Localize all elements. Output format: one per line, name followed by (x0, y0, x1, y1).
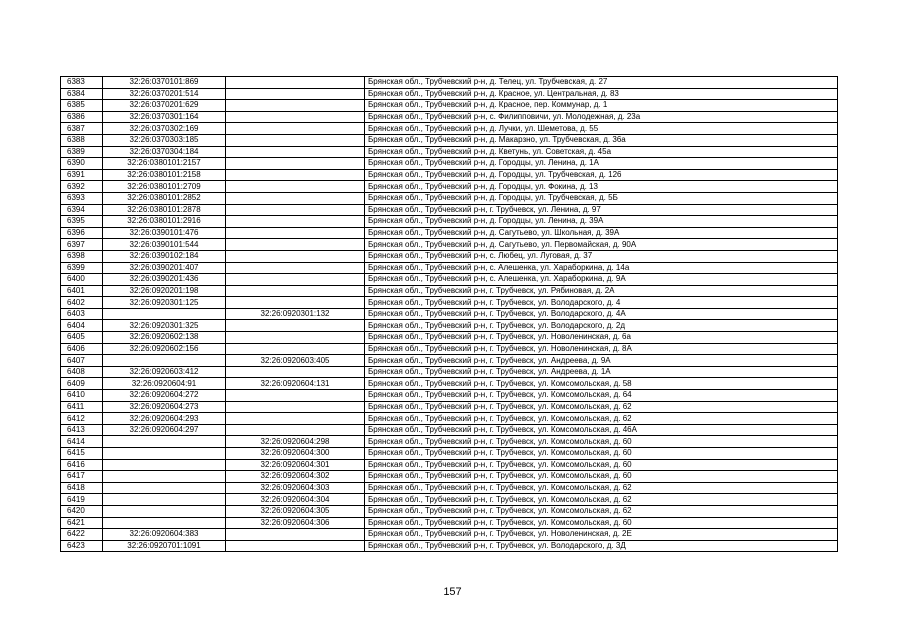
address-cell: Брянская обл., Трубчевский р-н, с. Алешенка, ул. Хараборкина, д. 14а (365, 262, 838, 274)
cadastral-number-cell: 32:26:0390101:544 (103, 239, 226, 251)
parent-cadastral-number-cell: 32:26:0920603:405 (226, 355, 365, 367)
parent-cadastral-number-cell (226, 204, 365, 216)
table-row (61, 169, 838, 181)
table-row (61, 343, 838, 355)
row-number-cell: 6403 (61, 308, 103, 320)
table-row (61, 111, 838, 123)
address-cell: Брянская обл., Трубчевский р-н, д. Телец, ул. Трубчевская, д. 27 (365, 77, 838, 89)
table-row (61, 204, 838, 216)
parent-cadastral-number-cell (226, 88, 365, 100)
parent-cadastral-number-cell (226, 158, 365, 170)
address-cell: Брянская обл., Трубчевский р-н, д. Городцы, ул. Фокина, д. 13 (365, 181, 838, 193)
row-number-cell: 6407 (61, 355, 103, 367)
parent-cadastral-number-cell: 32:26:0920604:305 (226, 505, 365, 517)
row-number-cell: 6392 (61, 181, 103, 193)
cadastral-number-cell: 32:26:0370101:869 (103, 77, 226, 89)
cadastral-number-cell (103, 482, 226, 494)
table-row (61, 123, 838, 135)
parent-cadastral-number-cell (226, 146, 365, 158)
cadastral-number-cell: 32:26:0370201:514 (103, 88, 226, 100)
cadastral-number-cell: 32:26:0920602:156 (103, 343, 226, 355)
address-cell: Брянская обл., Трубчевский р-н, д. Кветунь, ул. Советская, д. 45а (365, 146, 838, 158)
cadastral-number-cell: 32:26:0920604:91 (103, 378, 226, 390)
parent-cadastral-number-cell (226, 262, 365, 274)
cadastral-number-cell: 32:26:0920602:138 (103, 332, 226, 344)
address-cell: Брянская обл., Трубчевский р-н, д. Городцы, ул. Трубчевская, д. 5Б (365, 192, 838, 204)
table-row (61, 158, 838, 170)
row-number-cell: 6385 (61, 100, 103, 112)
row-number-cell: 6404 (61, 320, 103, 332)
parent-cadastral-number-cell (226, 100, 365, 112)
cadastral-number-cell (103, 355, 226, 367)
row-number-cell: 6408 (61, 366, 103, 378)
row-number-cell: 6409 (61, 378, 103, 390)
address-cell: Брянская обл., Трубчевский р-н, д. Макарзно, ул. Трубчевская, д. 36а (365, 134, 838, 146)
parent-cadastral-number-cell (226, 540, 365, 552)
cadastral-number-cell: 32:26:0370304:184 (103, 146, 226, 158)
table-row (61, 100, 838, 112)
cadastral-number-cell (103, 517, 226, 529)
table-row (61, 471, 838, 483)
table-row (61, 250, 838, 262)
row-number-cell: 6416 (61, 459, 103, 471)
parent-cadastral-number-cell (226, 424, 365, 436)
table-row (61, 332, 838, 344)
cadastral-number-cell: 32:26:0920604:293 (103, 413, 226, 425)
table-row (61, 424, 838, 436)
table-row (61, 134, 838, 146)
table-row (61, 459, 838, 471)
parent-cadastral-number-cell: 32:26:0920604:304 (226, 494, 365, 506)
address-cell: Брянская обл., Трубчевский р-н, г. Трубчевск, ул. Володарского, д. 4 (365, 297, 838, 309)
row-number-cell: 6422 (61, 529, 103, 541)
row-number-cell: 6401 (61, 285, 103, 297)
table-row (61, 494, 838, 506)
cadastral-number-cell: 32:26:0390102:184 (103, 250, 226, 262)
table-row (61, 366, 838, 378)
address-cell: Брянская обл., Трубчевский р-н, г. Трубчевск, ул. Володарского, д. 3Д (365, 540, 838, 552)
row-number-cell: 6388 (61, 134, 103, 146)
row-number-cell: 6410 (61, 390, 103, 402)
table-row (61, 88, 838, 100)
cadastral-number-cell (103, 505, 226, 517)
address-cell: Брянская обл., Трубчевский р-н, г. Трубчевск, ул. Комсомольская, д. 60 (365, 517, 838, 529)
cadastral-number-cell (103, 459, 226, 471)
row-number-cell: 6399 (61, 262, 103, 274)
address-cell: Брянская обл., Трубчевский р-н, д. Лучки, ул. Шеметова, д. 55 (365, 123, 838, 135)
row-number-cell: 6405 (61, 332, 103, 344)
row-number-cell: 6423 (61, 540, 103, 552)
table-row (61, 529, 838, 541)
row-number-cell: 6390 (61, 158, 103, 170)
address-cell: Брянская обл., Трубчевский р-н, д. Красное, ул. Центральная, д. 83 (365, 88, 838, 100)
parent-cadastral-number-cell (226, 192, 365, 204)
row-number-cell: 6386 (61, 111, 103, 123)
address-cell: Брянская обл., Трубчевский р-н, г. Трубчевск, ул. Комсомольская, д. 62 (365, 482, 838, 494)
parent-cadastral-number-cell (226, 134, 365, 146)
row-number-cell: 6383 (61, 77, 103, 89)
address-cell: Брянская обл., Трубчевский р-н, г. Трубчевск, ул. Комсомольская, д. 60 (365, 436, 838, 448)
cadastral-number-cell: 32:26:0380101:2852 (103, 192, 226, 204)
address-cell: Брянская обл., Трубчевский р-н, г. Трубчевск, ул. Комсомольская, д. 60 (365, 471, 838, 483)
cadastral-number-cell (103, 448, 226, 460)
address-cell: Брянская обл., Трубчевский р-н, г. Трубчевск, ул. Новоленинская, д. 6а (365, 332, 838, 344)
address-cell: Брянская обл., Трубчевский р-н, г. Трубчевск, ул. Рябиновая, д. 2А (365, 285, 838, 297)
parent-cadastral-number-cell (226, 181, 365, 193)
row-number-cell: 6384 (61, 88, 103, 100)
parent-cadastral-number-cell: 32:26:0920604:306 (226, 517, 365, 529)
cadastral-number-cell: 32:26:0920701:1091 (103, 540, 226, 552)
table-row (61, 436, 838, 448)
parent-cadastral-number-cell (226, 332, 365, 344)
parent-cadastral-number-cell (226, 366, 365, 378)
address-cell: Брянская обл., Трубчевский р-н, г. Трубчевск, ул. Комсомольская, д. 62 (365, 413, 838, 425)
page-number: 157 (443, 586, 462, 598)
parent-cadastral-number-cell (226, 343, 365, 355)
parent-cadastral-number-cell (226, 123, 365, 135)
row-number-cell: 6415 (61, 448, 103, 460)
cadastral-number-cell: 32:26:0380101:2158 (103, 169, 226, 181)
address-cell: Брянская обл., Трубчевский р-н, г. Трубчевск, ул. Комсомольская, д. 60 (365, 448, 838, 460)
row-number-cell: 6414 (61, 436, 103, 448)
parent-cadastral-number-cell (226, 320, 365, 332)
address-cell: Брянская обл., Трубчевский р-н, д. Городцы, ул. Ленина, д. 39А (365, 216, 838, 228)
cadastral-number-cell: 32:26:0920604:297 (103, 424, 226, 436)
row-number-cell: 6406 (61, 343, 103, 355)
cadastral-number-cell: 32:26:0390101:476 (103, 227, 226, 239)
cadastral-number-cell (103, 308, 226, 320)
cadastral-number-cell: 32:26:0390201:436 (103, 274, 226, 286)
row-number-cell: 6419 (61, 494, 103, 506)
table-row (61, 355, 838, 367)
address-cell: Брянская обл., Трубчевский р-н, г. Трубчевск, ул. Комсомольская, д. 62 (365, 494, 838, 506)
address-cell: Брянская обл., Трубчевский р-н, г. Трубчевск, ул. Комсомольская, д. 60 (365, 459, 838, 471)
address-cell: Брянская обл., Трубчевский р-н, д. Сагутьево, ул. Школьная, д. 39А (365, 227, 838, 239)
parent-cadastral-number-cell (226, 529, 365, 541)
parent-cadastral-number-cell (226, 111, 365, 123)
table-row (61, 285, 838, 297)
row-number-cell: 6391 (61, 169, 103, 181)
cadastral-number-cell: 32:26:0920301:325 (103, 320, 226, 332)
table-row (61, 297, 838, 309)
cadastral-number-cell (103, 436, 226, 448)
cadastral-number-cell: 32:26:0370301:164 (103, 111, 226, 123)
address-cell: Брянская обл., Трубчевский р-н, г. Трубчевск, ул. Новоленинская, д. 8А (365, 343, 838, 355)
table-row (61, 146, 838, 158)
parent-cadastral-number-cell (226, 239, 365, 251)
table-row (61, 413, 838, 425)
row-number-cell: 6418 (61, 482, 103, 494)
table-row (61, 378, 838, 390)
cadastral-number-cell (103, 494, 226, 506)
cadastral-number-cell: 32:26:0380101:2916 (103, 216, 226, 228)
address-cell: Брянская обл., Трубчевский р-н, г. Трубчевск, ул. Андреева, д. 1А (365, 366, 838, 378)
row-number-cell: 6387 (61, 123, 103, 135)
address-cell: Брянская обл., Трубчевский р-н, с. Алешенка, ул. Хараборкина, д. 9А (365, 274, 838, 286)
cadastral-number-cell: 32:26:0920604:383 (103, 529, 226, 541)
address-cell: Брянская обл., Трубчевский р-н, г. Трубчевск, ул. Комсомольская, д. 64 (365, 390, 838, 402)
row-number-cell: 6393 (61, 192, 103, 204)
table-row (61, 401, 838, 413)
cadastral-number-cell: 32:26:0920201:198 (103, 285, 226, 297)
table-row (61, 227, 838, 239)
cadastral-number-cell: 32:26:0370201:629 (103, 100, 226, 112)
row-number-cell: 6421 (61, 517, 103, 529)
table-row (61, 390, 838, 402)
table-row (61, 448, 838, 460)
table-row (61, 181, 838, 193)
cadastral-number-cell: 32:26:0380101:2709 (103, 181, 226, 193)
address-cell: Брянская обл., Трубчевский р-н, с. Любец, ул. Луговая, д. 37 (365, 250, 838, 262)
address-cell: Брянская обл., Трубчевский р-н, г. Трубчевск, ул. Андреева, д. 9А (365, 355, 838, 367)
address-cell: Брянская обл., Трубчевский р-н, г. Трубчевск, ул. Комсомольская, д. 46А (365, 424, 838, 436)
parent-cadastral-number-cell: 32:26:0920604:131 (226, 378, 365, 390)
parent-cadastral-number-cell (226, 216, 365, 228)
table-row (61, 274, 838, 286)
row-number-cell: 6395 (61, 216, 103, 228)
table-body (61, 77, 838, 552)
table-row (61, 505, 838, 517)
parent-cadastral-number-cell (226, 285, 365, 297)
address-cell: Брянская обл., Трубчевский р-н, г. Трубчевск, ул. Володарского, д. 4А (365, 308, 838, 320)
row-number-cell: 6402 (61, 297, 103, 309)
address-cell: Брянская обл., Трубчевский р-н, г. Трубчевск, ул. Комсомольская, д. 62 (365, 401, 838, 413)
parent-cadastral-number-cell: 32:26:0920604:303 (226, 482, 365, 494)
table-row (61, 308, 838, 320)
parent-cadastral-number-cell (226, 77, 365, 89)
address-cell: Брянская обл., Трубчевский р-н, д. Городцы, ул. Трубчевская, д. 126 (365, 169, 838, 181)
address-cell: Брянская обл., Трубчевский р-н, г. Трубчевск, ул. Комсомольская, д. 58 (365, 378, 838, 390)
row-number-cell: 6389 (61, 146, 103, 158)
row-number-cell: 6398 (61, 250, 103, 262)
cadastral-number-cell: 32:26:0380101:2878 (103, 204, 226, 216)
cadastral-number-cell: 32:26:0920604:273 (103, 401, 226, 413)
registry-table (60, 76, 838, 552)
parent-cadastral-number-cell (226, 274, 365, 286)
row-number-cell: 6397 (61, 239, 103, 251)
row-number-cell: 6396 (61, 227, 103, 239)
table-row (61, 239, 838, 251)
parent-cadastral-number-cell: 32:26:0920604:298 (226, 436, 365, 448)
parent-cadastral-number-cell (226, 297, 365, 309)
row-number-cell: 6411 (61, 401, 103, 413)
cadastral-number-cell: 32:26:0390201:407 (103, 262, 226, 274)
parent-cadastral-number-cell: 32:26:0920604:302 (226, 471, 365, 483)
parent-cadastral-number-cell (226, 169, 365, 181)
address-cell: Брянская обл., Трубчевский р-н, д. Сагутьево, ул. Первомайская, д. 90А (365, 239, 838, 251)
address-cell: Брянская обл., Трубчевский р-н, с. Филипповичи, ул. Молодежная, д. 23а (365, 111, 838, 123)
address-cell: Брянская обл., Трубчевский р-н, г. Трубчевск, ул. Володарского, д. 2д (365, 320, 838, 332)
address-cell: Брянская обл., Трубчевский р-н, д. Городцы, ул. Ленина, д. 1А (365, 158, 838, 170)
address-cell: Брянская обл., Трубчевский р-н, г. Трубчевск, ул. Ленина, д. 97 (365, 204, 838, 216)
address-cell: Брянская обл., Трубчевский р-н, д. Красное, пер. Коммунар, д. 1 (365, 100, 838, 112)
row-number-cell: 6412 (61, 413, 103, 425)
table-row (61, 540, 838, 552)
cadastral-number-cell (103, 471, 226, 483)
cadastral-number-cell: 32:26:0920301:125 (103, 297, 226, 309)
row-number-cell: 6417 (61, 471, 103, 483)
table-row (61, 482, 838, 494)
cadastral-number-cell: 32:26:0370302:169 (103, 123, 226, 135)
table-row (61, 77, 838, 89)
parent-cadastral-number-cell (226, 401, 365, 413)
parent-cadastral-number-cell (226, 390, 365, 402)
cadastral-number-cell: 32:26:0920603:412 (103, 366, 226, 378)
parent-cadastral-number-cell (226, 250, 365, 262)
table-row (61, 517, 838, 529)
cadastral-number-cell: 32:26:0920604:272 (103, 390, 226, 402)
table-row (61, 262, 838, 274)
row-number-cell: 6400 (61, 274, 103, 286)
table-row (61, 216, 838, 228)
parent-cadastral-number-cell (226, 227, 365, 239)
row-number-cell: 6420 (61, 505, 103, 517)
parent-cadastral-number-cell: 32:26:0920604:301 (226, 459, 365, 471)
cadastral-number-cell: 32:26:0370303:185 (103, 134, 226, 146)
parent-cadastral-number-cell: 32:26:0920604:300 (226, 448, 365, 460)
row-number-cell: 6413 (61, 424, 103, 436)
cadastral-number-cell: 32:26:0380101:2157 (103, 158, 226, 170)
parent-cadastral-number-cell (226, 413, 365, 425)
address-cell: Брянская обл., Трубчевский р-н, г. Трубчевск, ул. Новоленинская, д. 2Е (365, 529, 838, 541)
parent-cadastral-number-cell: 32:26:0920301:132 (226, 308, 365, 320)
row-number-cell: 6394 (61, 204, 103, 216)
address-cell: Брянская обл., Трубчевский р-н, г. Трубчевск, ул. Комсомольская, д. 62 (365, 505, 838, 517)
table-row (61, 320, 838, 332)
table-row (61, 192, 838, 204)
